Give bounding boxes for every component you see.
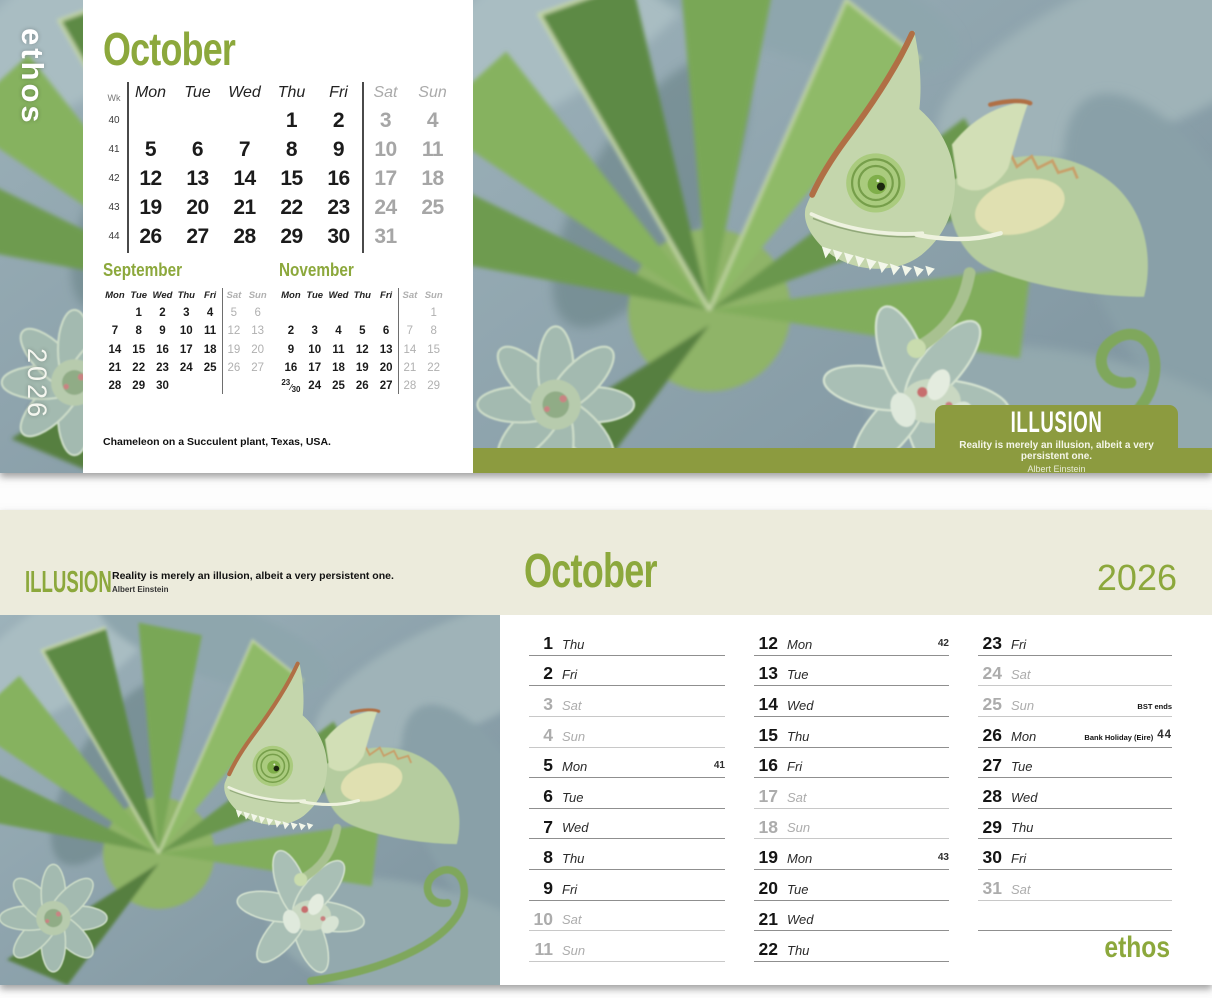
mini-day-header-sat: Sat: [226, 289, 242, 301]
day-weekday: Sun: [1011, 697, 1035, 713]
list-row-day-15: [754, 717, 949, 748]
day-list-column-2: [754, 625, 949, 962]
list-row-day-2: [529, 656, 725, 687]
calendar-day: 20: [186, 195, 209, 219]
calendar-card: [83, 0, 473, 473]
calendar-day: 14: [233, 166, 256, 190]
list-row-day-7: [529, 809, 725, 840]
stacked-date-bottom: 30: [291, 385, 301, 395]
day-number: 30: [982, 847, 1002, 868]
stacked-date: 23⁄30: [281, 378, 301, 395]
photo-chameleon-succulent-main: [473, 0, 1212, 448]
quote-banner: [935, 405, 1178, 473]
day-header-sun: Sun: [418, 84, 447, 101]
mini-calendar-day: 6: [382, 325, 390, 338]
grid-divider-weekend: [362, 82, 364, 253]
day-weekday: Fri: [562, 667, 578, 683]
calendar-day: 8: [285, 137, 298, 161]
month-title: October: [103, 23, 236, 75]
list-row-day-16: [754, 748, 949, 779]
mini-calendar-day: 15: [132, 343, 146, 356]
calendar-day: 12: [139, 166, 162, 190]
mini-calendar-day: 18: [203, 343, 217, 356]
mini-calendar-day: 14: [108, 343, 122, 356]
day-weekday: Sat: [1011, 881, 1031, 897]
day-weekday: Thu: [562, 636, 585, 652]
mini-month-grid: [103, 286, 275, 395]
quote-banner-author: Albert Einstein: [1027, 463, 1086, 474]
calendar-day: 11: [421, 137, 444, 161]
mini-month-title: September: [103, 260, 183, 280]
day-weekday: Tue: [787, 881, 809, 897]
day-number: 29: [982, 816, 1002, 837]
list-row-day-17: [754, 778, 949, 809]
mini-calendar-day: 18: [332, 361, 345, 374]
day-number: 20: [758, 877, 778, 898]
mini-calendar-day: 5: [230, 307, 238, 320]
calendar-day: 7: [238, 137, 251, 161]
list-row-day-26: [978, 717, 1172, 748]
mini-calendar-day: 11: [332, 343, 345, 356]
day-weekday: Tue: [1011, 759, 1033, 775]
day-weekday: Sat: [562, 912, 582, 928]
mini-calendar-day: 19: [227, 343, 241, 356]
mini-calendar-day: 22: [427, 361, 441, 374]
day-weekday: Sun: [787, 820, 811, 836]
mini-calendar-day: 14: [403, 343, 417, 356]
quote-banner-text: Reality is merely an illusion, albeit a very persistent one.: [959, 439, 1154, 462]
list-row-day-19: [754, 839, 949, 870]
calendar-day: 15: [280, 166, 303, 190]
list-row-day-27: [978, 748, 1172, 779]
list-row-day-12: [754, 625, 949, 656]
day-number: 7: [543, 816, 553, 837]
mini-calendar-day: 10: [179, 325, 193, 338]
mini-calendar-day: 5: [359, 325, 366, 338]
day-weekday: Sat: [787, 789, 807, 805]
mini-day-header-sun: Sun: [248, 289, 267, 301]
day-weekday: Sun: [562, 728, 586, 744]
list-row-day-29: [978, 809, 1172, 840]
day-number: 19: [758, 847, 778, 868]
mini-calendar-day: 1: [430, 307, 437, 320]
list-row-day-22: [754, 931, 949, 962]
day-header-thu: Thu: [277, 84, 306, 101]
day-number: 8: [543, 847, 553, 868]
day-number: 6: [543, 785, 553, 806]
calendar-day: 1: [285, 108, 298, 132]
mini-day-header-thu: Thu: [177, 289, 195, 301]
day-header-mon: Mon: [134, 84, 167, 101]
week-number: 42: [108, 173, 120, 184]
mini-calendar-day: 24: [308, 380, 322, 393]
day-weekday: Sat: [562, 697, 582, 713]
mini-calendar-day: 26: [227, 361, 241, 374]
day-header-tue: Tue: [184, 84, 211, 101]
day-number: 13: [758, 663, 778, 684]
day-number: 28: [982, 785, 1002, 806]
mini-calendar-day: 20: [379, 361, 393, 374]
calendar-day: 9: [332, 137, 345, 161]
day-number: 3: [543, 694, 553, 715]
calendar-notes-panel: [0, 510, 1212, 985]
list-row-day-4: [529, 717, 725, 748]
mini-calendar-day: 17: [308, 361, 322, 374]
mini-calendar-day: 13: [251, 325, 265, 338]
day-number: 15: [758, 724, 778, 745]
photo-chameleon-succulent-bottom: [0, 615, 500, 985]
day-number: 25: [982, 694, 1002, 715]
quote-banner-title: ILLUSION: [1010, 406, 1103, 439]
calendar-day: 4: [426, 108, 439, 132]
day-weekday: Fri: [1011, 851, 1027, 867]
list-row-day-30: [978, 839, 1172, 870]
day-weekday: Mon: [787, 636, 813, 652]
week-number: 41: [108, 144, 120, 155]
mini-calendar-day: 9: [287, 343, 295, 356]
mini-day-header-mon: Mon: [281, 289, 301, 301]
day-number: 11: [534, 939, 553, 960]
calendar-day: 26: [139, 224, 162, 248]
mini-calendar-day: 25: [203, 361, 217, 374]
calendar-day: 23: [327, 195, 350, 219]
day-weekday: Mon: [562, 759, 588, 775]
mini-calendar-day: 9: [159, 325, 166, 338]
mini-month-title: November: [279, 260, 354, 280]
mini-calendar-day: 8: [135, 325, 142, 338]
list-row-day-5: [529, 748, 725, 779]
calendar-front-panel: [0, 0, 1212, 473]
list-row-day-10: [529, 901, 725, 932]
mini-calendar-day: 15: [427, 343, 441, 356]
brand-logo: ethos: [1104, 931, 1170, 964]
list-row-day-24: [978, 656, 1172, 687]
mini-day-header-wed: Wed: [328, 289, 349, 301]
mini-month-november: [279, 261, 451, 395]
list-row-day-20: [754, 870, 949, 901]
day-weekday: Wed: [562, 820, 589, 836]
mini-calendar-day: 19: [355, 361, 369, 374]
day-number: 18: [758, 816, 778, 837]
day-weekday: Tue: [562, 789, 584, 805]
mini-day-header-thu: Thu: [353, 289, 371, 301]
mini-grid-divider: [222, 288, 223, 394]
calendar-day: 5: [144, 137, 157, 161]
day-number: 21: [758, 908, 778, 929]
calendar-day: 29: [280, 224, 303, 248]
mini-calendar-day: 22: [132, 361, 146, 374]
mini-calendar-day: 21: [108, 361, 122, 374]
mini-calendar-day: 26: [355, 380, 369, 393]
week-number: 44: [1157, 728, 1172, 741]
mini-day-header-wed: Wed: [152, 289, 173, 301]
calendar-day: 28: [233, 224, 256, 248]
day-number: 27: [982, 755, 1002, 776]
calendar-day: 13: [186, 166, 209, 190]
day-weekday: Fri: [1011, 636, 1027, 652]
theme-quote: Reality is merely an illusion, albeit a very persistent one.: [112, 570, 394, 582]
mini-calendar-day: 4: [335, 325, 342, 338]
mini-calendar-day: 6: [254, 307, 261, 320]
day-number: 10: [533, 908, 553, 929]
day-weekday: Mon: [1011, 728, 1037, 744]
day-weekday: Thu: [562, 851, 585, 867]
mini-calendar-day: 8: [430, 325, 437, 338]
calendar-day: 27: [186, 224, 209, 248]
day-weekday: Wed: [787, 912, 814, 928]
mini-day-header-fri: Fri: [204, 289, 217, 301]
photo-caption: Chameleon on a Succulent plant, Texas, USA.: [103, 436, 331, 448]
list-row-day-14: [754, 686, 949, 717]
mini-calendar-day: 7: [111, 325, 119, 338]
calendar-day: 22: [280, 195, 303, 219]
day-weekday: Fri: [562, 881, 578, 897]
day-number: 12: [758, 632, 778, 653]
list-row-day-23: [978, 625, 1172, 656]
calendar-day: 10: [374, 137, 397, 161]
day-weekday: Mon: [787, 851, 813, 867]
mini-calendar-day: 1: [135, 307, 142, 320]
day-weekday: Sat: [1011, 667, 1031, 683]
mini-calendar-day: 13: [379, 343, 393, 356]
day-number: 26: [982, 724, 1002, 745]
calendar-day: 25: [421, 195, 444, 219]
day-note: BST ends: [1137, 701, 1172, 711]
mini-calendar-day: 16: [156, 343, 169, 356]
day-number: 4: [543, 724, 553, 745]
header-band: [0, 510, 1212, 615]
mini-calendar-day: 30: [156, 380, 169, 393]
list-row-day-6: [529, 778, 725, 809]
day-weekday: Fri: [787, 759, 803, 775]
week-number: 42: [937, 637, 949, 649]
calendar-day: 30: [327, 224, 350, 248]
mini-calendar-day: 17: [179, 343, 193, 356]
week-column-header: Wk: [107, 93, 121, 103]
week-number: 40: [108, 115, 120, 126]
mini-day-header-sat: Sat: [402, 289, 418, 301]
week-number: 43: [108, 202, 120, 213]
list-row-day-21: [754, 901, 949, 932]
day-header-sat: Sat: [373, 84, 398, 101]
calendar-day: 21: [233, 195, 256, 219]
day-weekday: Sun: [562, 943, 586, 959]
mini-calendar-day: 12: [227, 325, 241, 338]
mini-month-september: [103, 261, 275, 395]
day-number: 14: [758, 694, 778, 715]
mini-calendar-day: 28: [108, 380, 122, 393]
mini-calendar-day: 2: [159, 307, 166, 320]
list-row-day-13: [754, 656, 949, 687]
calendar-day: 18: [421, 166, 444, 190]
month-title: October: [524, 545, 657, 598]
theme-quote-author: Albert Einstein: [112, 585, 169, 594]
mini-calendar-day: 20: [251, 343, 265, 356]
mini-grid-divider: [398, 288, 399, 394]
list-row-day-8: [529, 839, 725, 870]
day-weekday: Thu: [787, 943, 810, 959]
list-row-day-31: [978, 870, 1172, 901]
mini-calendar-day: 3: [311, 325, 318, 338]
day-number: 2: [543, 663, 553, 684]
day-number: 22: [758, 939, 778, 960]
day-number: 1: [543, 632, 553, 653]
week-number: 41: [713, 760, 725, 772]
day-number: 9: [543, 877, 553, 898]
calendar-day: 31: [374, 224, 397, 248]
mini-calendar-day: 10: [308, 343, 322, 356]
mini-calendar-day: 27: [379, 380, 393, 393]
week-number: 43: [937, 852, 949, 864]
list-row-day-1: [529, 625, 725, 656]
mini-calendar-day: 25: [332, 380, 345, 393]
day-header-wed: Wed: [228, 84, 261, 101]
mini-calendar-day: 7: [406, 325, 414, 338]
mini-day-header-sun: Sun: [424, 289, 443, 301]
mini-calendar-day: [281, 378, 300, 394]
calendar-day: 17: [374, 166, 397, 190]
year-label-vertical: 2026: [22, 348, 52, 421]
day-note: Bank Holiday (Eire): [1084, 732, 1154, 742]
grid-divider-week: [127, 82, 129, 253]
mini-month-grid: [279, 286, 451, 395]
day-header-fri: Fri: [329, 84, 348, 101]
stacked-date-top: 23: [281, 378, 291, 388]
mini-calendar-day: 4: [206, 307, 214, 320]
day-weekday: Wed: [1011, 789, 1038, 805]
week-number: 44: [108, 231, 120, 242]
mini-calendar-day: 21: [403, 361, 417, 374]
mini-day-header-mon: Mon: [105, 289, 125, 301]
brand-logo-vertical: ethos: [15, 28, 50, 126]
day-weekday: Thu: [787, 728, 810, 744]
calendar-day: 6: [191, 137, 204, 161]
calendar-day: 24: [374, 195, 397, 219]
mini-calendar-day: 12: [355, 343, 369, 356]
mini-calendar-day: 2: [287, 325, 295, 338]
day-list-column-1: [529, 625, 725, 962]
month-grid: [101, 80, 456, 251]
mini-calendar-day: 3: [183, 307, 190, 320]
list-row-day-28: [978, 778, 1172, 809]
list-row-empty: [978, 901, 1172, 932]
day-weekday: Wed: [787, 697, 814, 713]
list-row-day-9: [529, 870, 725, 901]
calendar-day: 3: [379, 108, 392, 132]
day-number: 17: [758, 785, 778, 806]
mini-calendar-day: 28: [403, 380, 417, 393]
list-row-day-3: [529, 686, 725, 717]
mini-calendar-day: 23: [156, 361, 169, 374]
list-row-day-25: [978, 686, 1172, 717]
day-number: 16: [758, 755, 778, 776]
mini-calendar-day: 11: [204, 325, 217, 338]
day-number: 5: [543, 755, 553, 776]
day-number: 31: [982, 877, 1002, 898]
list-row-day-18: [754, 809, 949, 840]
calendar-day: 16: [327, 166, 350, 190]
mini-calendar-day: 29: [132, 380, 146, 393]
mini-day-header-fri: Fri: [380, 289, 393, 301]
calendar-day: 19: [139, 195, 162, 219]
day-number: 23: [982, 632, 1002, 653]
calendar-day: 2: [332, 108, 345, 132]
mini-calendar-day: 24: [179, 361, 193, 374]
mini-calendar-day: 16: [284, 361, 298, 374]
day-weekday: Thu: [1011, 820, 1034, 836]
year-label: 2026: [1096, 557, 1177, 598]
day-list-column-3: [978, 625, 1172, 931]
theme-title: ILLUSION: [25, 564, 112, 599]
day-weekday: Tue: [787, 667, 809, 683]
mini-day-header-tue: Tue: [130, 289, 148, 301]
mini-day-header-tue: Tue: [306, 289, 324, 301]
mini-calendar-day: 27: [251, 361, 265, 374]
day-number: 24: [982, 663, 1002, 684]
mini-calendar-day: 29: [427, 380, 441, 393]
list-row-day-11: [529, 931, 725, 962]
